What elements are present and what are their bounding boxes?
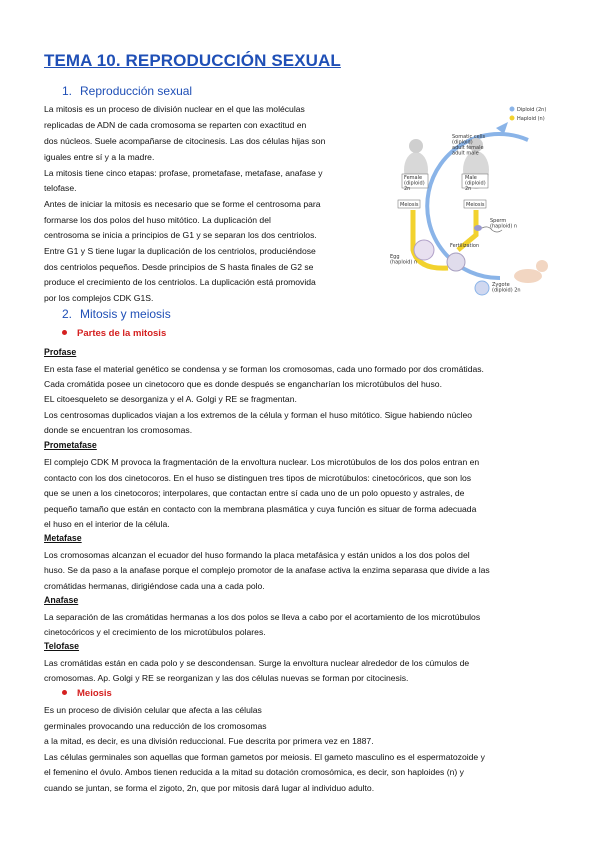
text-line: replicadas de ADN de cada cromosoma se reparten con exactitud en [44, 120, 307, 130]
bullet-label: Partes de la mitosis [77, 328, 167, 339]
text-line: el femenino el óvulo. Ambos tienen reducida a la mitad su dotación cromosómica, es decir, son haploides (n) y [44, 767, 464, 777]
diploid-legend-dot [510, 107, 515, 112]
section-number: 2. [62, 307, 73, 321]
figure-label-line: (diploid) [404, 180, 425, 187]
meiosis-left-label [400, 202, 419, 208]
sperm-icon [474, 225, 482, 231]
text-line: Es un proceso de división celular que afecta a las células [44, 705, 262, 715]
text-line: que se unen a los cinetocoros; interpolares, que contactan entre sí cada uno de un polo opuesto y astrales, de [44, 488, 465, 498]
subheading-profase: Profase [44, 347, 77, 357]
text-line: cromosomas. Ap. Golgi y RE se reorganizan y las dos células nuevas se forman por citocinesis. [44, 673, 409, 683]
text-line: formarse los dos polos del huso mitótico. La duplicación del [44, 215, 271, 225]
text-line: Los centrosomas duplicados viajan a los extremos de la célula y forman el huso mitótico. Sigue habiendo núcleo [44, 410, 473, 420]
sperm-label [490, 218, 517, 230]
figure-label-line: (diploid) 2n [492, 287, 521, 294]
text-line: Cada cromátida posee un cinetocoro que es donde después se engancharían los microtúbulos del huso. [44, 379, 442, 389]
figure-label-line: adult male [452, 150, 479, 157]
bullet-heading-meiosis [62, 688, 112, 699]
text-line: el huso en el interior de la célula. [44, 519, 170, 529]
text-line: contacto con los dos cinetocoros. En el huso se distinguen tres tipos de microtúbulos: cinetocóricos, que son los [44, 473, 472, 483]
figure-label-line: (diploid) [452, 139, 473, 146]
text-line: cromátidas hermanas, dirigiéndose cada una a cada polo. [44, 581, 265, 591]
text-line: donde se encuentran los cromosomas. [44, 425, 193, 435]
text-line: En esta fase el material genético se condensa y se forman los cromosomas, cada uno formado por dos cromátidas. [44, 364, 484, 374]
bullet-icon [62, 330, 67, 335]
figure-label-line: Sperm [490, 218, 507, 224]
document-title: TEMA 10. REPRODUCCIÓN SEXUAL [44, 51, 341, 70]
text-line: dos núcleos. Suele acompañarse de citocinesis. Las dos células hijas son [44, 136, 326, 146]
text-line: Las cromátidas están en cada polo y se descondensan. Surge la envoltura nuclear alrededor de los cúmulos de [44, 658, 470, 668]
figure-label-line: Female [404, 175, 423, 181]
text-line: Las células germinales son aquellas que forman gametos por meiosis. El gameto masculino es el espermatozoide y [44, 752, 485, 762]
figure-label-line: Male [465, 175, 477, 181]
text-line: telofase. [44, 183, 77, 193]
figure-label-line: Haploid (n) [517, 116, 545, 122]
text-line: Antes de iniciar la mitosis es necesario que se forme el centrosoma para [44, 199, 321, 209]
bullet-label: Meiosis [77, 688, 112, 699]
adult-female-head [409, 139, 423, 153]
text-line: La separación de las cromátidas hermanas a los dos polos se lleva a cabo por el acortamiento de los microtúbulos [44, 612, 481, 622]
text-line: a la mitad, es decir, es una división reduccional. Fue descrita por primera vez en 1887. [44, 736, 374, 746]
female-label [404, 175, 425, 192]
life-cycle-diagram [378, 100, 558, 300]
figure-label-line: Meiosis [466, 202, 485, 208]
section-number: 1. [62, 84, 73, 98]
text-line: huso. Se da paso a la anafase porque el complejo promotor de la anafase activa la enzima separasa que divide a las [44, 565, 490, 575]
section-heading-1 [62, 84, 192, 98]
text-line: Los cromosomas alcanzan el ecuador del huso formando la placa metafásica y están unidos a los dos polos del [44, 550, 470, 560]
figure-label-line: 2n [465, 186, 472, 192]
text-line: cuando se juntan, se forma el zigoto, 2n, que por mitosis dará lugar al individuo adulto. [44, 783, 375, 793]
text-line: produce el crecimiento de los centriolos. La duplicación está promovida [44, 277, 316, 287]
life-cycle-figure [378, 100, 558, 300]
bullet-icon [62, 690, 67, 695]
figure-label-line: (haploid) n [490, 223, 518, 230]
subheading-telofase: Telofase [44, 641, 80, 651]
section-title: Reproducción sexual [80, 84, 193, 98]
figure-label-line: Somatic cells [452, 134, 486, 140]
baby-head [536, 260, 548, 272]
subheading-metafase: Metafase [44, 533, 82, 543]
legend-diploid [517, 107, 546, 113]
text-line: iguales entre sí y a la madre. [44, 152, 155, 162]
subheading-anafase: Anafase [44, 595, 79, 605]
figure-label-line: Egg [390, 254, 400, 260]
figure-label-line: Zygote [492, 282, 510, 288]
figure-label-line: Fertilization [450, 243, 480, 249]
figure-label-line: adult female [452, 145, 484, 151]
figure-label-line: (haploid) n [390, 259, 418, 266]
section-heading-2 [62, 307, 171, 321]
zygote-icon [475, 281, 489, 295]
figure-label-line: 2n [404, 186, 411, 192]
legend-haploid [517, 116, 545, 122]
text-line: Entre G1 y S tiene lugar la duplicación de los centriolos, produciéndose [44, 246, 316, 256]
text-line: cinetocóricos y el crecimiento de los microtúbulos polares. [44, 627, 266, 637]
subheading-prometafase: Prometafase [44, 440, 97, 450]
text-line: pequeño tamaño que están en contacto con la membrana plasmática y cuya función es situar de forma adecuada [44, 504, 477, 514]
section-title: Mitosis y meiosis [80, 307, 171, 321]
figure-label-line: (diploid) [465, 180, 486, 187]
fertilization-label [450, 243, 479, 249]
text-line: EL citoesqueleto se desorganiza y el A. Golgi y RE se fragmentan. [44, 394, 297, 404]
haploid-legend-dot [510, 116, 515, 121]
text-line: La mitosis es un proceso de división nuclear en el que las moléculas [44, 104, 305, 114]
egg-icon [414, 240, 434, 260]
meiosis-right-label [466, 202, 485, 208]
text-line: El complejo CDK M provoca la fragmentación de la envoltura nuclear. Los microtúbulos de los dos polos entran en [44, 457, 480, 467]
text-line: centrosoma se inicia a principios de G1 y se separan los dos centriolos. [44, 230, 317, 240]
zygote-label [492, 282, 521, 294]
text-line: por los complejos CDK G1S. [44, 293, 154, 303]
fertilized-cell-icon [447, 253, 465, 271]
text-line: La mitosis tiene cinco etapas: profase, prometafase, metafase, anafase y [44, 168, 323, 178]
figure-label-line: Meiosis [400, 202, 419, 208]
egg-haploid-path [413, 210, 448, 268]
baby-figure [514, 269, 542, 283]
text-line: germinales provocando una reducción de los cromosomas [44, 721, 267, 731]
text-line: dos centriolos pequeños. Desde principios de S hasta finales de G2 se [44, 262, 314, 272]
bullet-heading-partes [62, 328, 166, 339]
figure-label-line: Diploid (2n) [517, 107, 547, 113]
